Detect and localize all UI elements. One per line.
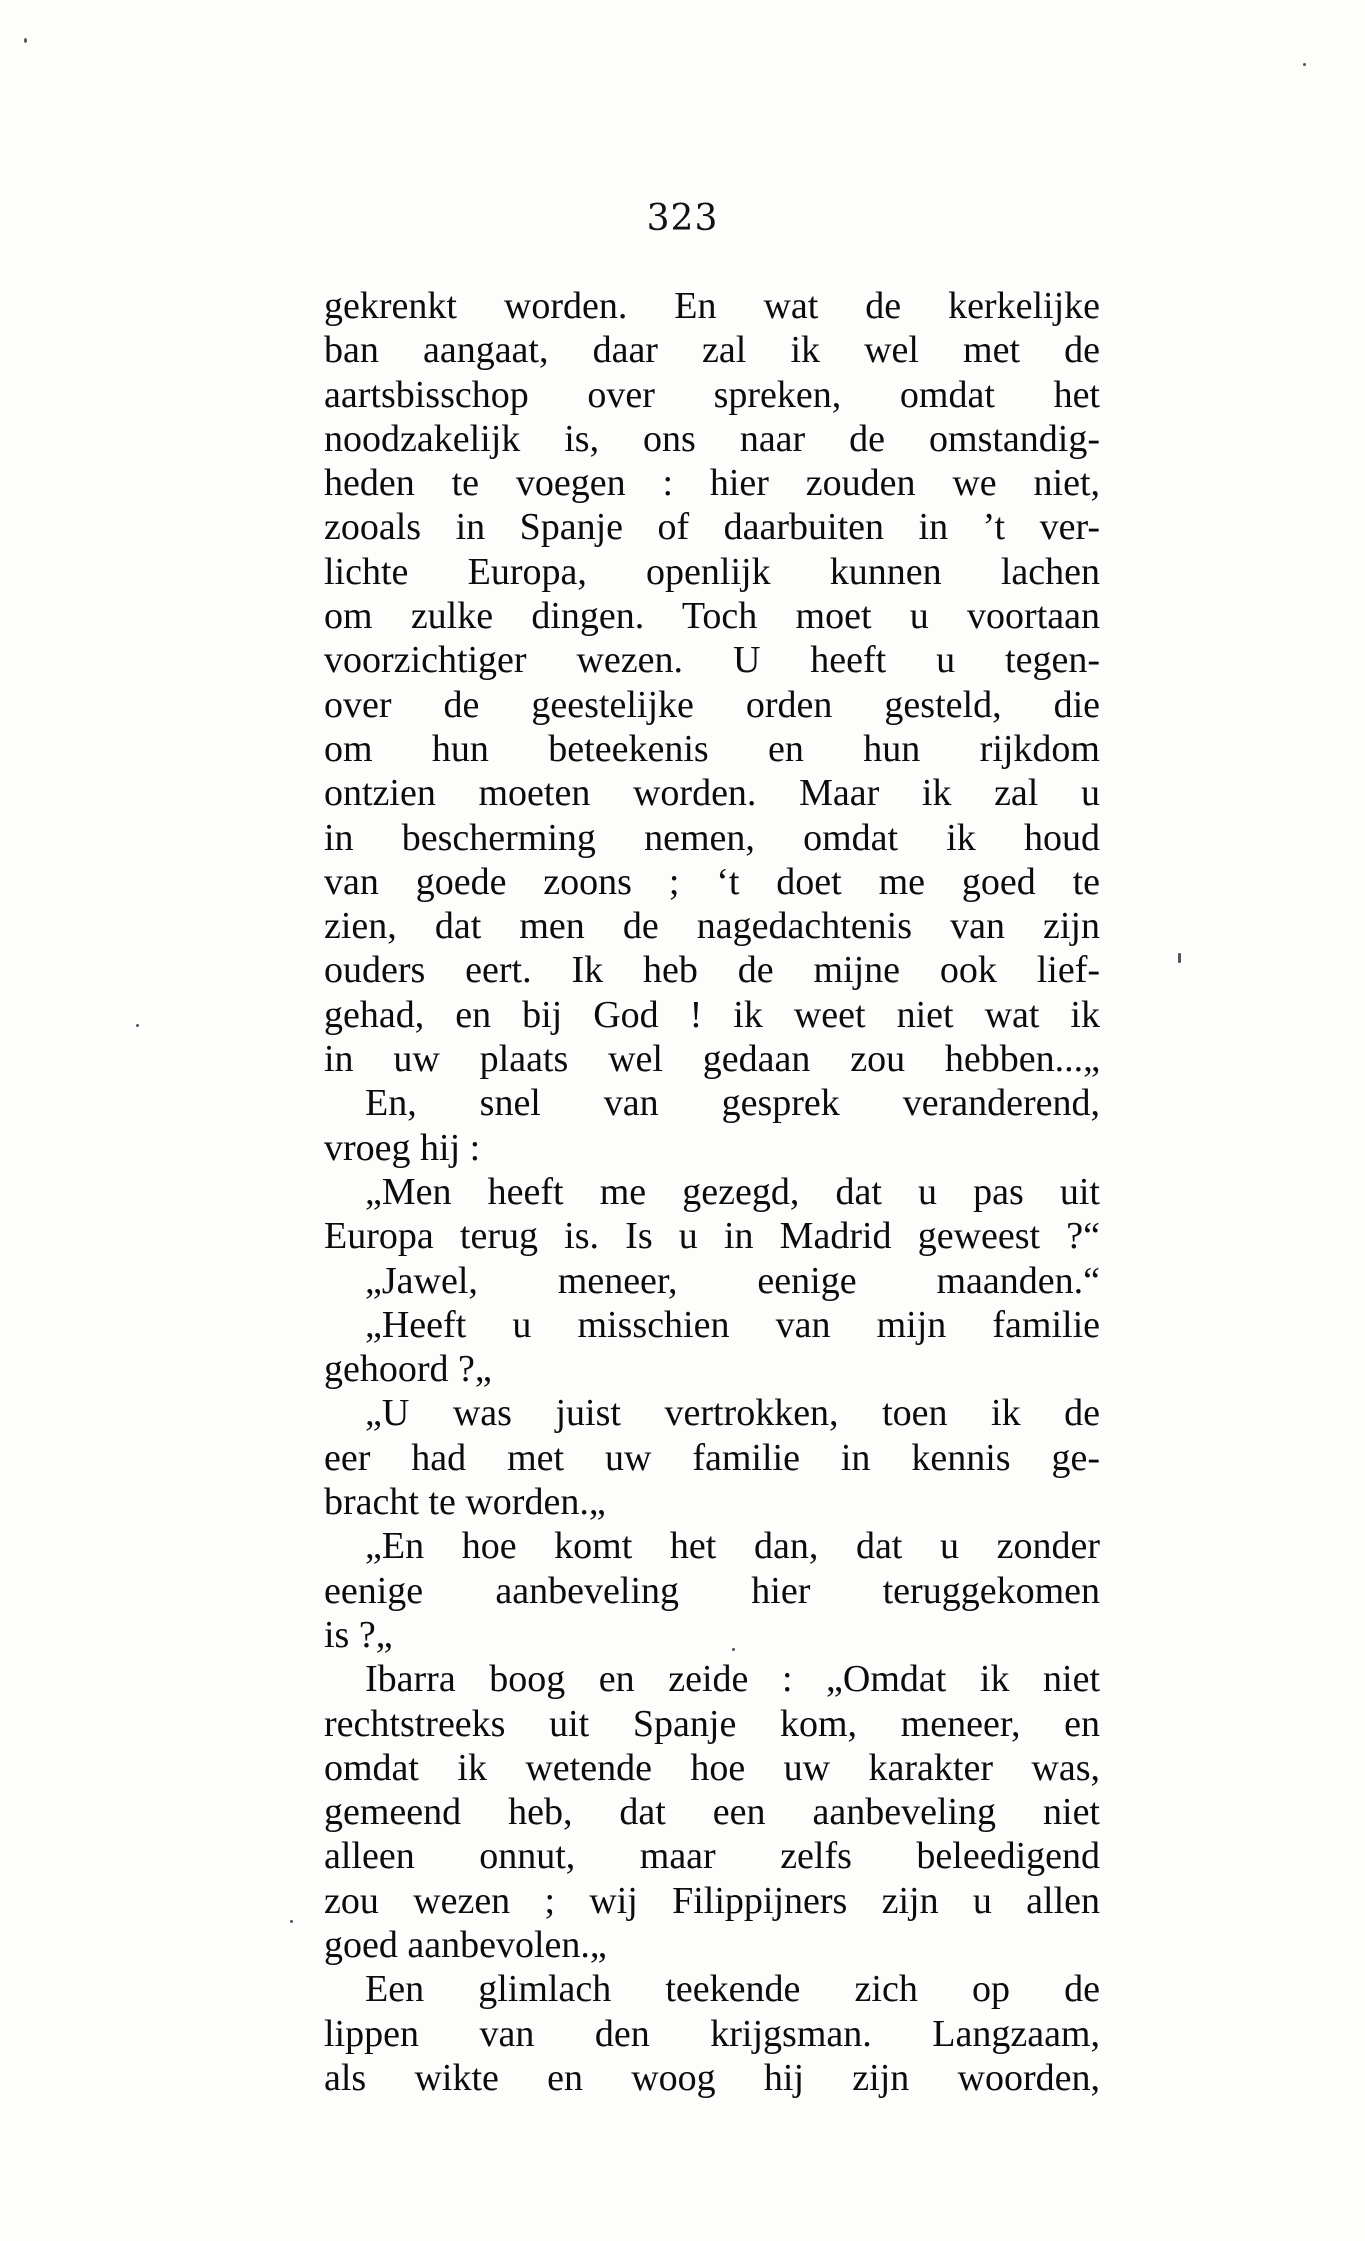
text-line: in uw plaats wel gedaan zou hebben...„ — [324, 1038, 1100, 1081]
scan-speck — [136, 1024, 139, 1027]
text-line: rechtstreeks uit Spanje kom, meneer, en — [324, 1702, 1100, 1745]
text-line: als wikte en woog hij zijn woorden, — [324, 2056, 1100, 2099]
text-line: zien, dat men de nagedachtenis van zijn — [324, 905, 1100, 948]
text-line: gehad, en bij God ! ik weet niet wat ik — [324, 993, 1100, 1036]
text-line: noodzakelijk is, ons naar de omstandig- — [324, 417, 1100, 460]
scan-speck — [24, 38, 27, 43]
text-line: vroeg hij : — [324, 1126, 481, 1169]
text-line: lichte Europa, openlijk kunnen lachen — [324, 550, 1100, 593]
text-line: Een glimlach teekende zich op de — [365, 1968, 1100, 2011]
text-line: gemeend heb, dat een aanbeveling niet — [324, 1791, 1100, 1834]
text-line: om zulke dingen. Toch moet u voortaan — [324, 595, 1100, 638]
text-line: omdat ik wetende hoe uw karakter was, — [324, 1746, 1100, 1789]
scan-speck — [1178, 953, 1181, 963]
text-line: En, snel van gesprek veranderend, — [365, 1082, 1100, 1125]
text-line: „U was juist vertrokken, toen ik de — [365, 1392, 1100, 1435]
text-line: zou wezen ; wij Filippijners zijn u allen — [324, 1879, 1100, 1922]
text-line: om hun beteekenis en hun rijkdom — [324, 727, 1100, 770]
text-line: „Jawel, meneer, eenige maanden.“ — [365, 1259, 1100, 1302]
text-line: gekrenkt worden. En wat de kerkelijke — [324, 285, 1100, 327]
text-line: zooals in Spanje of daarbuiten in ’t ver- — [324, 506, 1100, 549]
text-line: over de geestelijke orden gesteld, die — [324, 683, 1100, 726]
page-number: 323 — [646, 198, 719, 239]
text-line: „Men heeft me gezegd, dat u pas uit — [365, 1170, 1100, 1213]
text-line: van goede zoons ; ‘t doet me goed te — [324, 860, 1100, 903]
text-line: „En hoe komt het dan, dat u zonder — [365, 1525, 1100, 1568]
text-line: eer had met uw familie in kennis ge- — [324, 1436, 1100, 1479]
text-line: is ?„ — [324, 1613, 393, 1656]
text-line: bracht te worden.„ — [324, 1481, 606, 1524]
text-line: eenige aanbeveling hier teruggekomen — [324, 1569, 1100, 1612]
text-line: alleen onnut, maar zelfs beleedigend — [324, 1835, 1100, 1878]
scan-speck — [732, 1648, 735, 1651]
text-line: heden te voegen : hier zouden we niet, — [324, 462, 1100, 505]
scan-speck — [1303, 63, 1306, 66]
text-line: gehoord ?„ — [324, 1348, 492, 1391]
text-line: voorzichtiger wezen. U heeft u tegen- — [324, 639, 1100, 682]
text-line: in bescherming nemen, omdat ik houd — [324, 816, 1100, 859]
text-line: goed aanbevolen.„ — [324, 1923, 607, 1966]
body-text — [324, 284, 1100, 2100]
text-line: ontzien moeten worden. Maar ik zal u — [324, 772, 1100, 815]
text-line: aartsbisschop over spreken, omdat het — [324, 373, 1100, 416]
text-line: Ibarra boog en zeide : „Omdat ik niet — [365, 1658, 1100, 1701]
text-line: lippen van den krijgsman. Langzaam, — [324, 2012, 1100, 2055]
text-line: ouders eert. Ik heb de mijne ook lief- — [324, 949, 1100, 992]
text-line: „Heeft u misschien van mijn familie — [365, 1303, 1100, 1346]
text-line: ban aangaat, daar zal ik wel met de — [324, 329, 1100, 372]
scan-speck — [290, 1920, 293, 1923]
text-line: Europa terug is. Is u in Madrid geweest ?“ — [324, 1215, 1100, 1258]
